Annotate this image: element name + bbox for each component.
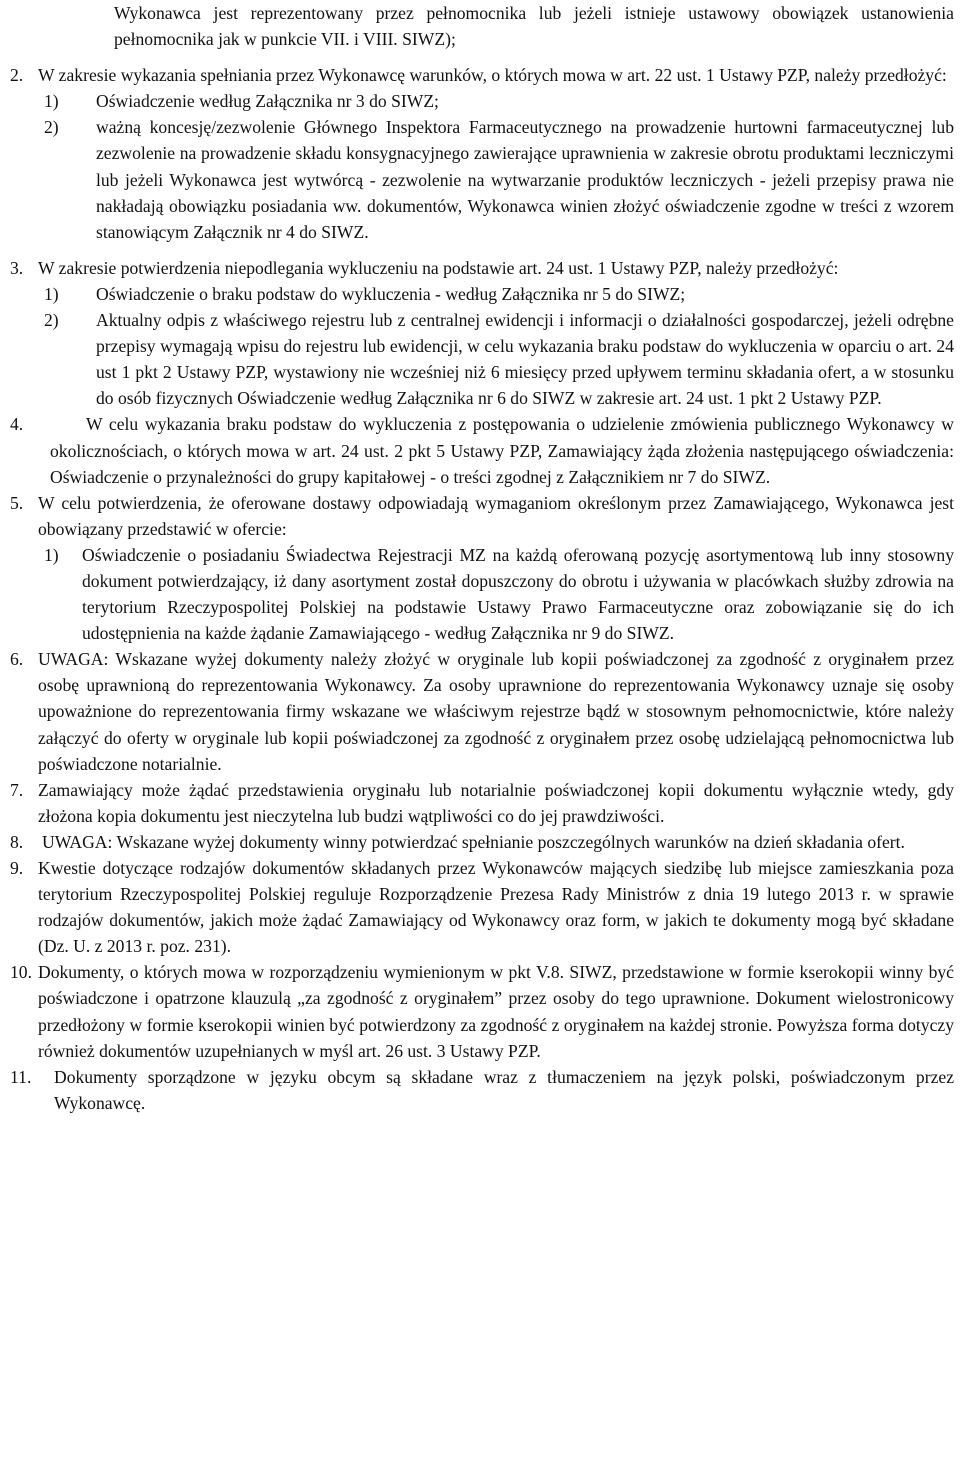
list-item-number: 7. xyxy=(10,779,24,800)
list-item-number: 11. xyxy=(10,1066,32,1087)
list-item xyxy=(8,777,954,829)
sub-item-text: Oświadczenie według Załącznika nr 3 do SIWZ; xyxy=(96,91,439,112)
list-item-number: 8. xyxy=(10,831,24,852)
list-item-text: Kwestie dotyczące rodzajów dokumentów składanych przez Wykonawców mających siedzibę lub miejsce zamieszkania poza terytorium Rzeczypospolitej Polskiej reguluje Rozporządzenie Prezesa Rady Ministrów z dnia 19 lutego 2013 r. w sprawie rodzajów dokumentów, jakich może żądać Zamawiający od Wykonawcy oraz form, w jakich te dokumenty mogą być składane (Dz. U. z 2013 r. poz. 231). xyxy=(38,858,954,957)
sub-item-text: Oświadczenie o braku podstaw do wykluczenia - według Załącznika nr 5 do SIWZ; xyxy=(96,283,686,304)
list-item-text: W zakresie potwierdzenia niepodlegania wykluczeniu na podstawie art. 24 ust. 1 Ustawy PZP, należy przedłożyć: xyxy=(38,257,839,278)
spacer xyxy=(8,52,954,62)
list-item-number: 10. xyxy=(10,962,32,983)
sub-item xyxy=(38,281,954,307)
list-item-number: 4. xyxy=(10,414,24,435)
list-item-number: 6. xyxy=(10,649,24,670)
sub-item-number: 1) xyxy=(44,544,59,565)
sub-item-text: Aktualny odpis z właściwego rejestru lub z centralnej ewidencji i informacji o działalności gospodarczej, jeżeli odrębne przepisy wymagają wpisu do rejestru lub ewidencji, w celu wykazania braku podstaw do wykluczenia w oparciu o art. 24 ust 1 pkt 2 Ustawy PZP, wystawiony nie wcześniej niż 6 miesięcy przed upływem terminu składania ofert, a w stosunku do osób fizycznych Oświadczenie według Załącznika nr 6 do SIWZ w zakresie art. 24 ust. 1 pkt 2 Ustawy PZP. xyxy=(96,310,954,409)
list-item-body xyxy=(38,255,954,412)
sub-item xyxy=(38,307,954,411)
spacer xyxy=(8,245,954,255)
list-item-text: UWAGA: Wskazane wyżej dokumenty winny potwierdzać spełnianie poszczególnych warunków na dzień składania ofert. xyxy=(42,831,905,852)
sub-item xyxy=(38,114,954,244)
list-item xyxy=(8,490,954,647)
sub-item-number: 2) xyxy=(44,117,59,138)
list-item xyxy=(8,62,954,245)
continuation-paragraph: Wykonawca jest reprezentowany przez pełnomocnika lub jeżeli istnieje ustawowy obowiązek ustanowienia pełnomocnika jak w punkcie VII. i VIII. SIWZ); xyxy=(114,3,954,50)
sub-item-number: 2) xyxy=(44,310,59,331)
list-item xyxy=(8,855,954,959)
list-item xyxy=(8,255,954,412)
list-item-number: 2. xyxy=(10,65,24,86)
list-item xyxy=(8,1064,954,1116)
list-item xyxy=(8,411,954,489)
sub-item xyxy=(38,88,954,114)
list-item-number: 9. xyxy=(10,858,24,878)
sub-item xyxy=(38,542,954,646)
list-item-number: 5. xyxy=(10,492,24,513)
list-item-text: Zamawiający może żądać przedstawienia oryginału lub notarialnie poświadczonej kopii dokumentu wyłącznie wtedy, gdy złożona kopia dokumentu jest nieczytelna lub budzi wątpliwości co do jej prawdziwości. xyxy=(38,779,954,826)
list-item-text: W zakresie wykazania spełniania przez Wykonawcę warunków, o których mowa w art. 22 ust. 1 Ustawy PZP, należy przedłożyć: xyxy=(38,65,947,86)
list-item xyxy=(8,829,954,855)
sub-item-text: Oświadczenie o posiadaniu Świadectwa Rejestracji MZ na każdą oferowaną pozycję asortymentową lub inny stosowny dokument potwierdzający, iż dany asortyment został dopuszczony do obrotu i używania w placówkach służby zdrowia na terytorium Rzeczypospolitej Polskiej na podstawie Ustawy Prawo Farmaceutyczne oraz zobowiązanie się do ich udostępnienia na każde żądanie Zamawiającego - według Załącznika nr 9 do SIWZ. xyxy=(82,544,954,644)
list-item-number: 3. xyxy=(10,257,24,278)
list-item-text: W celu potwierdzenia, że oferowane dostawy odpowiadają wymaganiom określonym przez Zamawiającego, Wykonawca jest obowiązany przedstawić w ofercie: xyxy=(38,492,954,539)
list-item-text: UWAGA: Wskazane wyżej dokumenty należy złożyć w oryginale lub kopii poświadczonej za zgodność z oryginałem przez osobę uprawnioną do reprezentowania Wykonawcy. Za osoby uprawnione do reprezentowania Wykonawcy uznaje się osoby upoważnione do reprezentowania firmy wskazane we właściwym rejestrze bądź w stosownym pełnomocnictwie, które należy załączyć do oferty w oryginale lub kopii poświadczonej za zgodność z oryginałem przez osobę udzielającą pełnomocnictwa lub poświadczone notarialnie. xyxy=(38,649,954,774)
list-item xyxy=(8,959,954,1063)
list-item-text: Dokumenty, o których mowa w rozporządzeniu wymienionym w pkt V.8. SIWZ, przedstawione w formie kserokopii winny być poświadczone i opatrzone klauzulą „za zgodność z oryginałem” przez osoby do tego uprawnione. Dokument wielostronicowy przedłożony w formie kserokopii winien być potwierdzony za zgodność z oryginałem na każdej stronie. Powyższa forma dotyczy również dokumentów uzupełnianych w myśl art. 26 ust. 3 Ustawy PZP. xyxy=(38,962,954,1061)
list-item-text: W celu wykazania braku podstaw do wykluczenia z postępowania o udzielenie zmówienia publicznego Wykonawcy w okolicznościach, o których mowa w art. 24 ust. 2 pkt 5 Ustawy PZP, Zamawiający żąda złożenia następującego oświadczenia: Oświadczenie o przynależności do grupy kapitałowej - o treści zgodnej z Załącznikiem nr 7 do SIWZ. xyxy=(50,414,954,487)
sub-item-number: 1) xyxy=(44,283,59,304)
list-item xyxy=(8,646,954,776)
list-item-text: Dokumenty sporządzone w języku obcym są składane wraz z tłumaczeniem na język polski, poświadczonym przez Wykonawcę. xyxy=(54,1066,954,1113)
sub-item-number: 1) xyxy=(44,91,59,112)
list-item-body xyxy=(38,62,954,245)
list-item-body xyxy=(38,490,954,647)
sub-item-text: ważną koncesję/zezwolenie Głównego Inspektora Farmaceutycznego na prowadzenie hurtowni farmaceutycznej lub zezwolenie na prowadzenie składu konsygnacyjnego zawierające uprawnienia w zakresie obrotu produktami leczniczymi lub jeżeli Wykonawca jest wytwórcą - zezwolenie na wytwarzanie produktów leczniczych - jeżeli przepisy prawa nie nakładają obowiązku posiadania ww. dokumentów, Wykonawca winien złożyć oświadczenie zgodne w treści z wzorem stanowiącym Załącznik nr 4 do SIWZ. xyxy=(96,117,954,242)
list-item-body xyxy=(50,411,954,489)
